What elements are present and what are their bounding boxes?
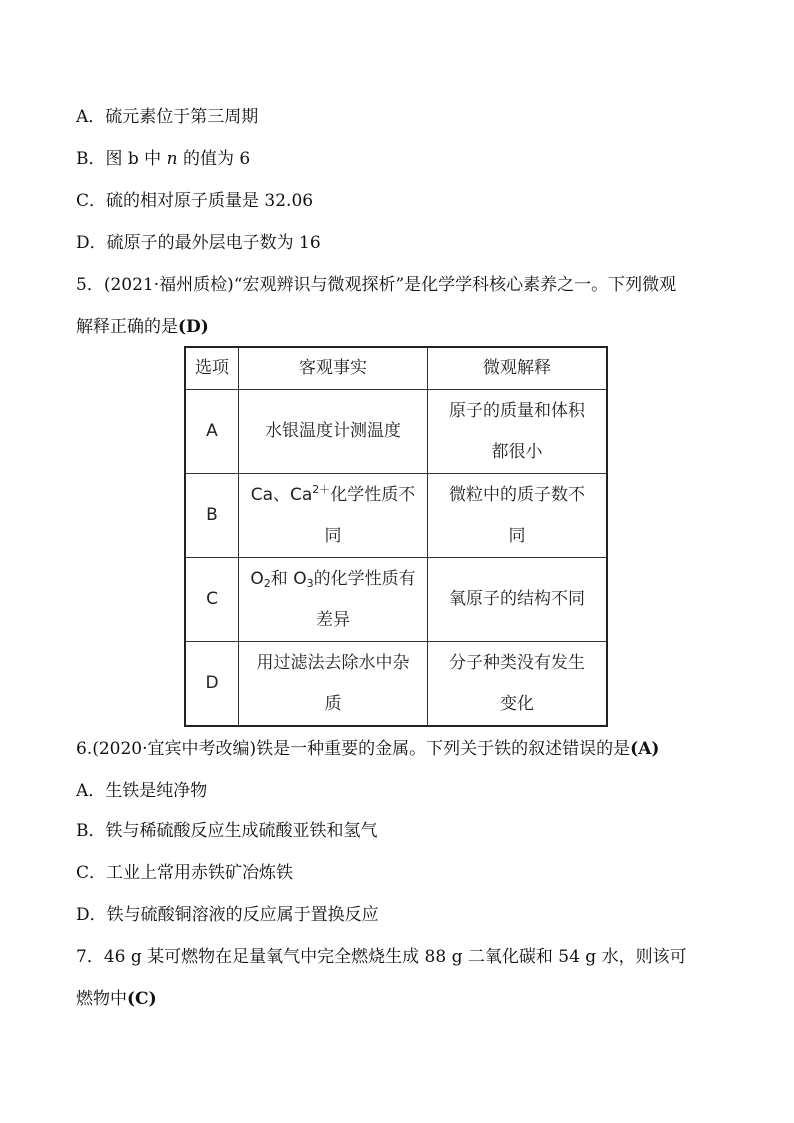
row-d-explain-1: 分子种类没有发生	[449, 652, 585, 673]
q4-option-b-post: 的值为 6	[177, 149, 251, 169]
q6-stem	[76, 738, 659, 760]
row-c-fact-1b: 的化学性质有	[313, 568, 416, 589]
row-d-explain-2: 变化	[500, 693, 534, 714]
q7-answer: (C)	[127, 989, 157, 1009]
q5-answer: (D)	[178, 317, 209, 337]
row-b-explain-2: 同	[508, 525, 526, 546]
row-a-explain	[428, 390, 608, 474]
row-b-explain	[428, 474, 608, 558]
q7-stem-line1: 7．46 g 某可燃物在足量氧气中完全燃烧生成 88 g 二氧化碳和 54 g 水，则该可	[76, 947, 687, 967]
row-a-explain-1: 原子的质量和体积	[449, 400, 585, 421]
row-c-fact-2: 差异	[316, 609, 350, 630]
row-b-fact-1a: Ca、Ca	[250, 484, 313, 505]
row-b-fact-charge: 2＋	[312, 482, 331, 496]
q6-option-a: A．生铁是纯净物	[76, 781, 208, 801]
row-b-fact-2: 同	[324, 525, 342, 546]
row-c-fact-sub1: 2	[263, 576, 271, 590]
row-d-option: D	[185, 642, 239, 727]
q5-stem-line1: 5．(2021·福州质检)“宏观辨识与微观探析”是化学学科核心素养之一。下列微观	[76, 275, 677, 295]
q4-option-c: C．硫的相对原子质量是 32.06	[76, 191, 314, 211]
q4-option-d: D．硫原子的最外层电子数为 16	[76, 233, 321, 253]
header-option: 选项	[185, 347, 239, 390]
q5-stem-text: 解释正确的是	[76, 317, 178, 337]
q6-option-c: C．工业上常用赤铁矿冶炼铁	[76, 863, 294, 883]
q6-answer: (A)	[630, 739, 660, 759]
row-d-explain	[428, 642, 608, 727]
row-c-fact-and: 和 O	[270, 568, 307, 589]
q6-option-d: D．铁与硫酸铜溶液的反应属于置换反应	[76, 905, 379, 925]
q5-stem-line2	[76, 316, 209, 338]
header-fact: 客观事实	[239, 347, 428, 390]
row-c-fact-o2: O	[250, 568, 264, 589]
row-c-explain: 氧原子的结构不同	[428, 558, 608, 642]
q4-option-b	[76, 148, 250, 170]
row-a-option: A	[185, 390, 239, 474]
row-c-option: C	[185, 558, 239, 642]
q4-option-a: A．硫元素位于第三周期	[76, 107, 259, 127]
row-d-fact	[239, 642, 428, 727]
row-d-fact-1: 用过滤法去除水中杂	[256, 652, 410, 673]
table-row	[185, 474, 607, 558]
table-row	[185, 390, 607, 474]
row-c-fact	[239, 558, 428, 642]
row-c-fact-sub2: 3	[306, 576, 314, 590]
table-header-row	[185, 347, 607, 390]
q5-table	[184, 346, 608, 727]
header-explain: 微观解释	[428, 347, 608, 390]
q7-stem-line2	[76, 988, 157, 1010]
row-b-option: B	[185, 474, 239, 558]
q7-stem-text: 燃物中	[76, 989, 127, 1009]
row-b-fact	[239, 474, 428, 558]
row-a-explain-2: 都很小	[491, 441, 543, 462]
q4-option-b-pre: B．图 b 中	[76, 149, 167, 169]
table-row	[185, 642, 607, 727]
q6-option-b: B．铁与稀硫酸反应生成硫酸亚铁和氢气	[76, 821, 378, 841]
q6-stem-text: 6.(2020·宜宾中考改编)铁是一种重要的金属。下列关于铁的叙述错误的是	[76, 739, 631, 759]
row-d-fact-2: 质	[324, 693, 342, 714]
q4-option-b-variable: n	[166, 149, 178, 169]
row-b-fact-1b: 化学性质不	[330, 484, 416, 505]
table-row	[185, 558, 607, 642]
row-a-fact: 水银温度计测温度	[239, 390, 428, 474]
row-b-explain-1: 微粒中的质子数不	[449, 484, 585, 505]
